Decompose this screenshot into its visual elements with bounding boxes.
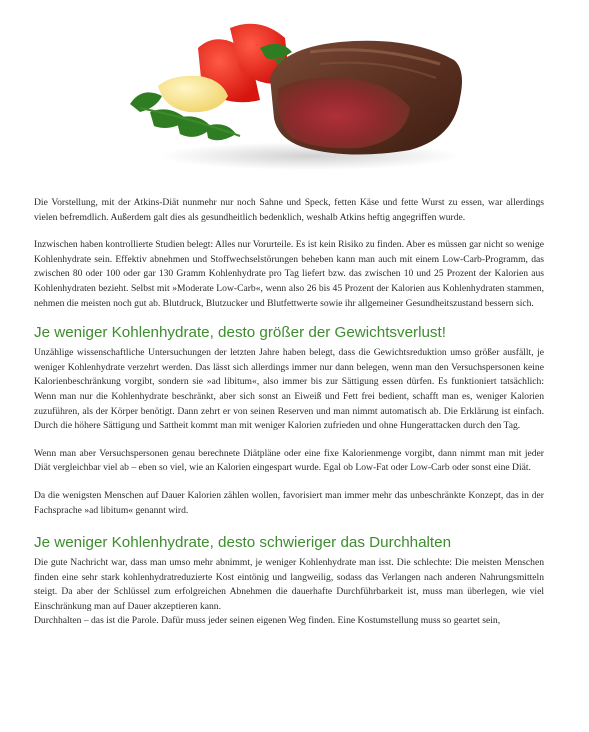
article-body xyxy=(34,196,544,642)
paragraph: Inzwischen haben kontrollierte Studien belegt: Alles nur Vorurteile. Es ist kein Risiko zu finden. Aber es müssen gar nicht so wenige Kohlenhydrate sein. Effektiv abnehmen und Stoffwechselstörungen beheben kann man auch mit einem Low-Carb-Programm, das zwischen 80 oder 100 oder gar 130 Gramm Kohlenhydrate pro Tag liefert bzw. das zwischen 10 und 25 Prozent der Kalorien aus Kohlenhydraten bezieht. Selbst mit »Moderate Low-Carb«, wenn also 26 bis 45 Prozent der Kalorien aus Kohlenhydraten stammen, nehmen die meisten noch gut ab. Blutdruck, Blutzucker und Blutfettwerte sowie ihr allgemeiner Gesundheitszustand bessern sich. xyxy=(34,239,544,309)
paragraph: Unzählige wissenschaftliche Untersuchungen der letzten Jahre haben belegt, dass die Gewichtsreduktion umso größer ausfällt, je weniger Kohlenhydrate verzehrt werden. Das lässt sich allerdings immer nur dann belegen, wenn man den Versuchspersonen keine Kalorienbeschränkung vorgibt, sondern sie »ad libitum«, also immer bis zur Sättigung essen dürfen. Es funktioniert tatsächlich: Wenn man nur die Kohlenhydrate beschränkt, aber sich sonst an Eiweiß und Fett frei bedient, schafft man es, weniger Kalorien zuzuführen, als der Körper benötigt. Dann zehrt er von seinen Reserven und man nimmt automatisch ab. Die Erklärung ist einfach. Durch die höhere Sättigung und Sattheit kommt man mit weniger Kalorien zufrieden und ohne Hungerattacken durch den Tag. xyxy=(34,347,544,432)
section-heading: Je weniger Kohlenhydrate, desto größer der Gewichtsverlust! xyxy=(34,324,446,342)
paragraph: Die gute Nachricht war, dass man umso mehr abnimmt, je weniger Kohlenhydrate man isst. Die schlechte: Die meisten Menschen finden eine sehr stark kohlenhydratreduzierte Kost eintönig und langweilig, sodass das Verlangen nach anderen Nahrungsmitteln steigt. Da aber der Schlüssel zum erfolgreichen Abnehmen die dauerhafte Durchführbarkeit ist, muss man überlegen, wie viel Einschränkung man auf Dauer akzeptieren kann. xyxy=(34,557,544,612)
paragraph: Da die wenigsten Menschen auf Dauer Kalorien zählen wollen, favorisiert man immer mehr das unbeschränkte Konzept, das in der Fachsprache »ad libitum« genannt wird. xyxy=(34,489,544,516)
steak-with-tomatoes-icon xyxy=(110,8,470,178)
paragraph: Die Vorstellung, mit der Atkins-Diät nunmehr nur noch Sahne und Speck, fetten Käse und fette Wurst zu essen, war allerdings vielen befremdlich. Außerdem galt dies als gesundheitlich bedenklich, weshalb Atkins heftig angegriffen wurde. xyxy=(34,197,544,223)
paragraph: Wenn man aber Versuchspersonen genau berechnete Diätpläne oder eine fixe Kalorienmenge vorgibt, dann nimmt man mit jeder Diät vergleichbar viel ab – eben so viel, wie an Kalorien eingespart wurde. Egal ob Low-Fat oder Low-Carb oder sonst eine Diät. xyxy=(34,447,544,474)
section-heading: Je weniger Kohlenhydrate, desto schwieriger das Durchhalten xyxy=(34,534,452,552)
paragraph: Durchhalten – das ist die Parole. Dafür muss jeder seinen eigenen Weg finden. Eine Kostumstellung muss so geartet sein, xyxy=(34,615,501,627)
